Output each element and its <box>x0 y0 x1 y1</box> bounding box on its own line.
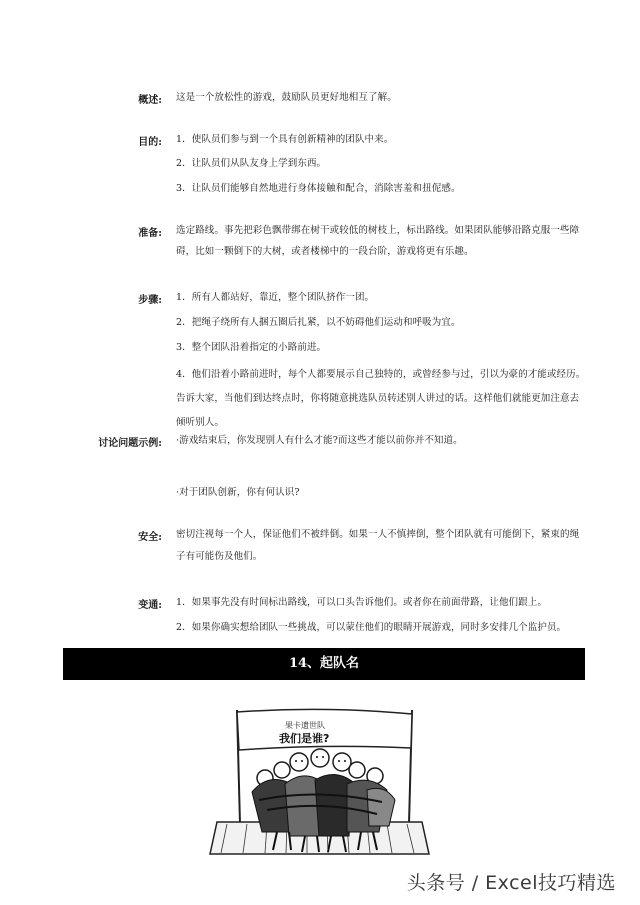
discussion-item: ·对于团队创新，你有何认识? <box>176 487 300 498</box>
purpose-item: 2．让队员们从队友身上学到东西。 <box>176 158 327 169</box>
banner-top-text: 果卡遗世队 <box>285 721 325 730</box>
discussion-label: 讨论问题示例: <box>98 438 162 449</box>
steps-label: 步骤: <box>138 295 162 306</box>
prep-label: 准备: <box>138 228 162 239</box>
safety-text: 密切注视每一个人，保证他们不被绊倒。如果一人不慎摔倒，整个团队就有可能倒下，紧束的绳子有可能伤及他们。 <box>176 529 580 562</box>
variation-item: 1．如果事先没有时间标出路线，可以口头告诉他们。或者你在前面带路，让他们跟上。 <box>176 597 547 608</box>
steps-item: 4．他们沿着小路前进时，每个人都要展示自己独特的，或曾经参与过，引以为豪的才能或经历。告诉大家，当他们到达终点时，你将随意挑选队员转述别人讲过的话。这样他们就能更加注意去倾听别人。 <box>176 369 586 428</box>
steps-item: 2．把绳子绕所有人捆五圈后扎紧，以不妨碍他们运动和呼吸为宜。 <box>176 317 461 328</box>
section-title: 14、起队名 <box>63 648 585 680</box>
overview-label: 概述: <box>138 95 162 106</box>
safety-label: 安全: <box>138 532 162 543</box>
variation-label: 变通: <box>138 600 162 611</box>
steps-item: 3．整个团队沿着指定的小路前进。 <box>176 342 327 353</box>
variation-item: 2．如果你确实想给团队一些挑战，可以蒙住他们的眼睛开展游戏，同时多安排几个监护员。 <box>176 622 567 633</box>
purpose-item: 3．让队员们能够自然地进行身体接触和配合，消除害羞和扭伲感。 <box>176 183 461 194</box>
overview-text: 这是一个放松性的游戏，鼓励队员更好地相互了解。 <box>176 92 397 103</box>
steps-item: 1．所有人都站好，靠近，整个团队挤作一团。 <box>176 292 375 303</box>
discussion-item: ·游戏结束后，你发现别人有什么才能?而这些才能以前你并不知道。 <box>176 435 463 446</box>
purpose-label: 目的: <box>138 137 162 148</box>
banner-main-text: 我们是谁? <box>279 732 330 745</box>
purpose-item: 1．使队员们参与到一个具有创新精神的团队中来。 <box>176 134 394 145</box>
team-sketch-illustration <box>207 704 432 857</box>
watermark-text: 头条号 / Excel技巧精选 <box>406 872 616 894</box>
prep-text: 选定路线。事先把彩色飘带绑在树干或较低的树枝上，标出路线。如果团队能够沿路克服一些障碍，比如一颗倒下的大树，或者楼梯中的一段台阶，游戏将更有乐趣。 <box>176 225 580 257</box>
